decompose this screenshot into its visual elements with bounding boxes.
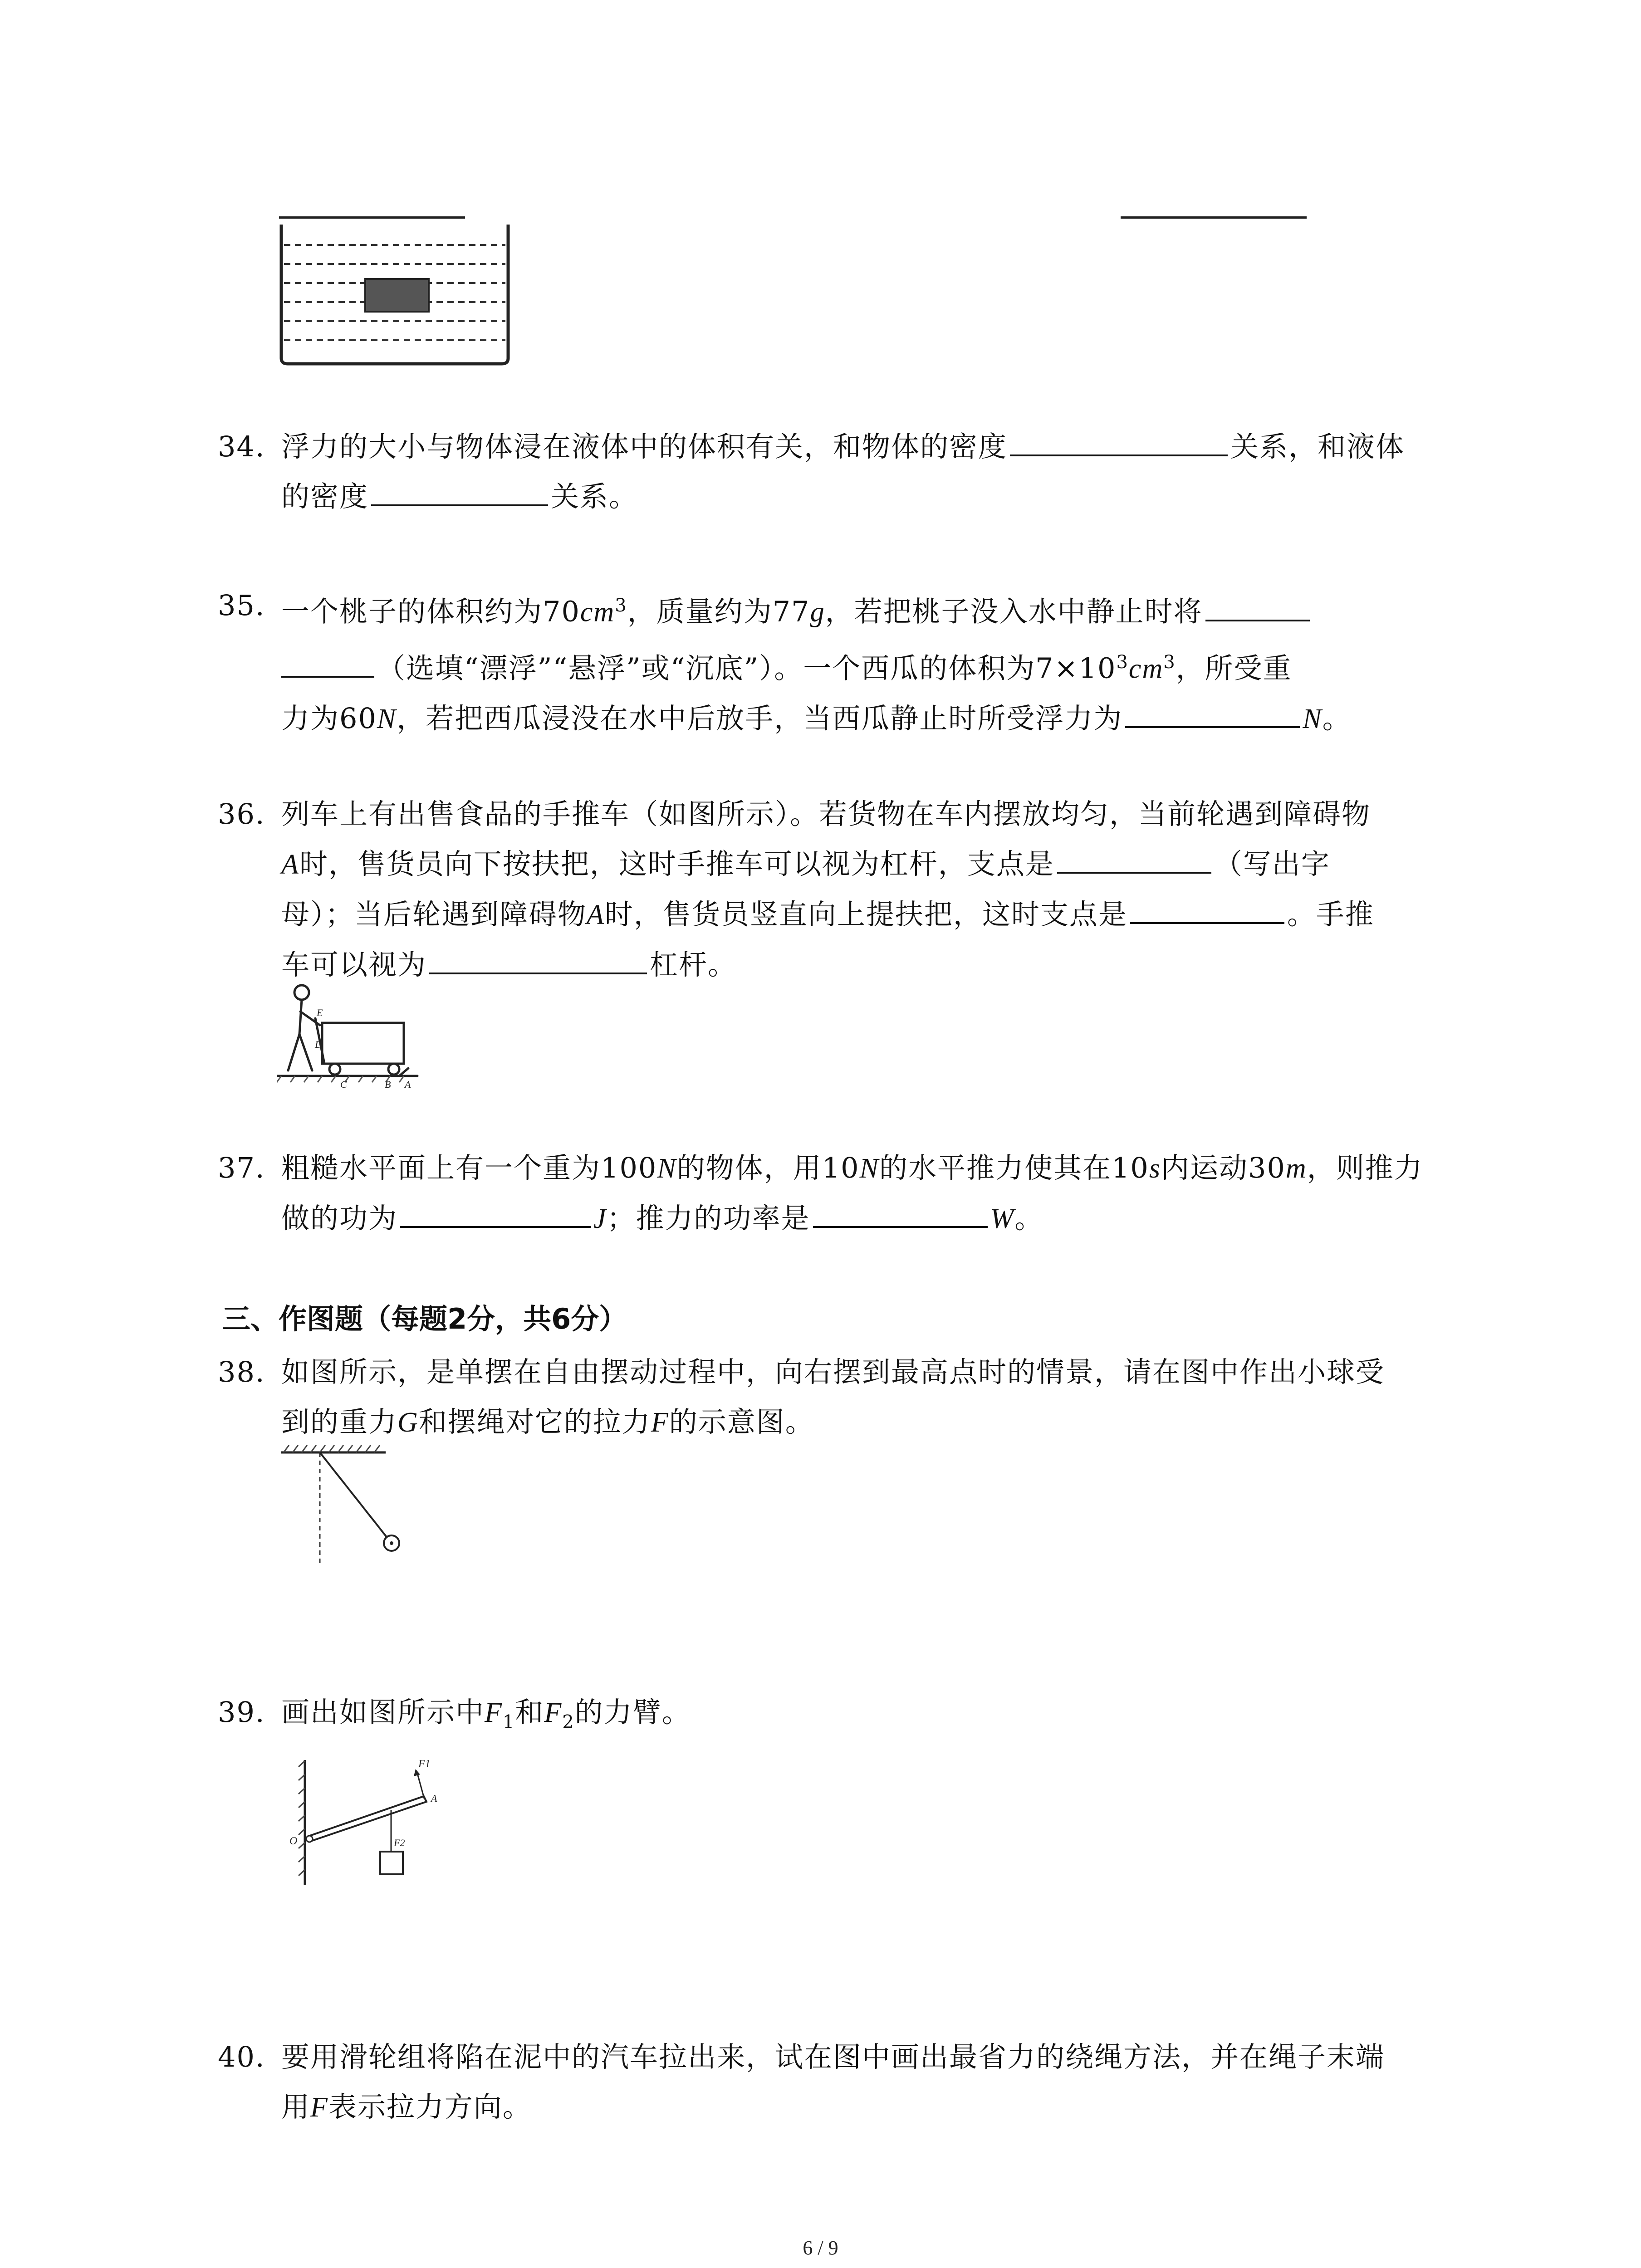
question-34: 34. 浮力的大小与物体浸在液体中的体积有关，和物体的密度 关系，和液体 的密度 关系。 — [222, 422, 1456, 522]
submerged-block — [365, 279, 429, 312]
top-left-answer-line — [279, 216, 465, 219]
question-number: 37. — [218, 1151, 265, 1184]
question-40: 40. 要用滑轮组将陷在泥中的汽车拉出来，试在图中画出最省力的绕绳方法，并在绳子末端 用F表示拉力方向。 — [222, 2032, 1456, 2132]
answer-blank[interactable] — [1130, 890, 1284, 924]
question-38: 38. 如图所示，是单摆在自由摆动过程中，向右摆到最高点时的情景，请在图中作出小球受 到的重力G和摆绳对它的拉力F的示意图。 — [222, 1347, 1456, 1447]
label-A: A — [405, 1079, 411, 1089]
label-B: B — [385, 1079, 391, 1089]
answer-blank[interactable] — [429, 941, 647, 974]
answer-blank[interactable] — [281, 644, 374, 678]
pendulum-figure — [277, 1442, 413, 1574]
beaker-figure — [272, 222, 517, 372]
answer-blank[interactable] — [400, 1194, 591, 1228]
label-E: E — [317, 1007, 323, 1018]
question-number: 40. — [218, 2040, 265, 2073]
label-D: D — [315, 1039, 322, 1050]
answer-blank[interactable] — [1205, 588, 1310, 621]
question-36: 36. 列车上有出售食品的手推车（如图所示）。若货物在车内摆放均匀，当前轮遇到障碍物 A时，售货员向下按扶把，这时手推车可以视为杠杆，支点是 （写出字 母）；当后轮遇到障碍物A时，售货员竖直向上提扶把，这时支点是 。手推 车可以视为 杠杆。 — [222, 789, 1456, 990]
question-number: 34. — [218, 430, 265, 463]
answer-blank[interactable] — [1125, 694, 1300, 728]
section-3-heading: 三、作图题（每题2分，共6分） — [222, 1302, 627, 1335]
answer-blank[interactable] — [1010, 423, 1228, 456]
question-number: 39. — [218, 1696, 265, 1729]
question-35: 35. 一个桃子的体积约为$70cm^3$，质量约为77g，若把桃子没入水中静止时将 （选填“漂浮”“悬浮”或“沉底”）。一个西瓜的体积为$7\times 10^3cm^3$，所受重 力为60N，若把西瓜浸没在水中后放手，当西瓜静止时所受浮力为 N。 — [222, 581, 1456, 744]
question-37: 37. 粗糙水平面上有一个重为100N的物体，用10N的水平推力使其在10s内运动30m，则推力 做的功为 J；推力的功率是 W。 — [222, 1143, 1456, 1244]
question-number: 35. — [218, 589, 265, 622]
answer-blank[interactable] — [371, 473, 548, 506]
question-number: 36. — [218, 797, 265, 831]
label-C: C — [340, 1079, 347, 1089]
label-A: A — [431, 1793, 437, 1804]
top-right-answer-line — [1121, 216, 1307, 219]
question-39: 39. 画出如图所示中$F_1$和$F_2$的力臂。 — [222, 1687, 1456, 1747]
cart-figure — [277, 980, 422, 1089]
lever-figure — [272, 1751, 463, 1892]
label-F1: F1 — [418, 1758, 431, 1770]
answer-blank[interactable] — [1057, 840, 1211, 874]
question-number: 38. — [218, 1355, 265, 1388]
label-F2: F2 — [394, 1837, 405, 1848]
page-number: 6 / 9 — [803, 2237, 838, 2259]
label-O: O — [289, 1835, 298, 1847]
answer-blank[interactable] — [813, 1194, 988, 1228]
